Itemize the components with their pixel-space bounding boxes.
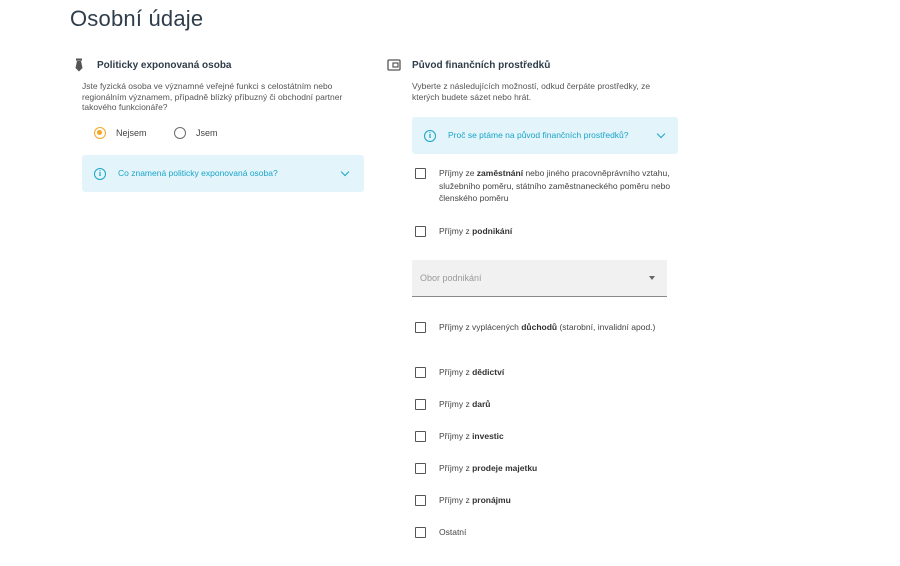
funds-description: Vyberte z následujících možností, odkud čerpáte prostředky, ze kterých budete sázet nebo hrát. <box>412 81 651 102</box>
checkbox-inheritance[interactable] <box>415 367 426 378</box>
checkbox-row-property-sale[interactable] <box>415 462 537 475</box>
checkbox-row-gifts[interactable] <box>415 398 490 411</box>
checkbox-label: Příjmy z dědictví <box>439 367 505 377</box>
pep-info-accordion[interactable] <box>82 155 364 192</box>
radio-nejsem[interactable] <box>94 127 106 139</box>
checkbox-label: Příjmy z darů <box>439 399 491 409</box>
checkbox-row-other[interactable] <box>415 526 466 539</box>
checkbox-row-investments[interactable] <box>415 430 504 443</box>
checkbox-gifts[interactable] <box>415 399 426 410</box>
business-field-placeholder: Obor podnikání <box>420 273 482 283</box>
wallet-icon <box>387 58 401 77</box>
caret-down-icon <box>649 276 655 280</box>
funds-info-label: Proč se ptáme na původ finančních prostředků? <box>448 130 629 140</box>
checkbox-business[interactable] <box>415 226 426 237</box>
checkbox-label: Příjmy z investic <box>439 431 504 441</box>
pep-section-title: Politicky exponovaná osoba <box>97 60 232 71</box>
checkbox-label: Příjmy ze zaměstnání nebo jiného pracovněprávního vztahu, služebního poměru, státního zaměstnaneckého poměru nebo členského poměru <box>439 168 671 203</box>
radio-nejsem-label: Nejsem <box>116 128 147 138</box>
checkbox-property-sale[interactable] <box>415 463 426 474</box>
checkbox-pension[interactable] <box>415 322 426 333</box>
checkbox-label: Ostatní <box>439 527 467 537</box>
checkbox-employment[interactable] <box>415 168 426 179</box>
pep-info-label: Co znamená politicky exponovaná osoba? <box>118 168 278 178</box>
info-icon: i <box>94 168 106 180</box>
pep-option-jsem[interactable] <box>174 127 218 139</box>
checkbox-row-inheritance[interactable] <box>415 366 504 379</box>
chevron-down-icon <box>341 168 349 176</box>
checkbox-row-employment[interactable] <box>415 167 680 205</box>
checkbox-rent[interactable] <box>415 495 426 506</box>
checkbox-label: Příjmy z pronájmu <box>439 495 511 505</box>
checkbox-row-rent[interactable] <box>415 494 511 507</box>
pep-option-nejsem[interactable] <box>94 127 147 139</box>
tie-icon <box>72 58 86 77</box>
business-field-select[interactable] <box>412 260 667 297</box>
funds-section-title: Původ finančních prostředků <box>412 60 551 71</box>
checkbox-other[interactable] <box>415 527 426 538</box>
page-title: Osobní údaje <box>70 6 204 31</box>
pep-description: Jste fyzická osoba ve významné veřejné funkci s celostátním nebo regionálním významem, případně blízký příbuzný či obchodní partner takového funkcionáře? <box>82 81 343 112</box>
checkbox-label: Příjmy z podnikání <box>439 226 513 236</box>
checkbox-row-business[interactable] <box>415 225 512 238</box>
checkbox-label: Příjmy z vyplácených důchodů (starobní, invalidní apod.) <box>439 322 656 332</box>
checkbox-row-pension[interactable] <box>415 321 670 334</box>
checkbox-label: Příjmy z prodeje majetku <box>439 463 538 473</box>
info-icon: i <box>424 130 436 142</box>
radio-jsem[interactable] <box>174 127 186 139</box>
chevron-down-icon <box>657 130 665 138</box>
checkbox-investments[interactable] <box>415 431 426 442</box>
radio-jsem-label: Jsem <box>196 128 218 138</box>
funds-info-accordion[interactable] <box>412 117 678 154</box>
